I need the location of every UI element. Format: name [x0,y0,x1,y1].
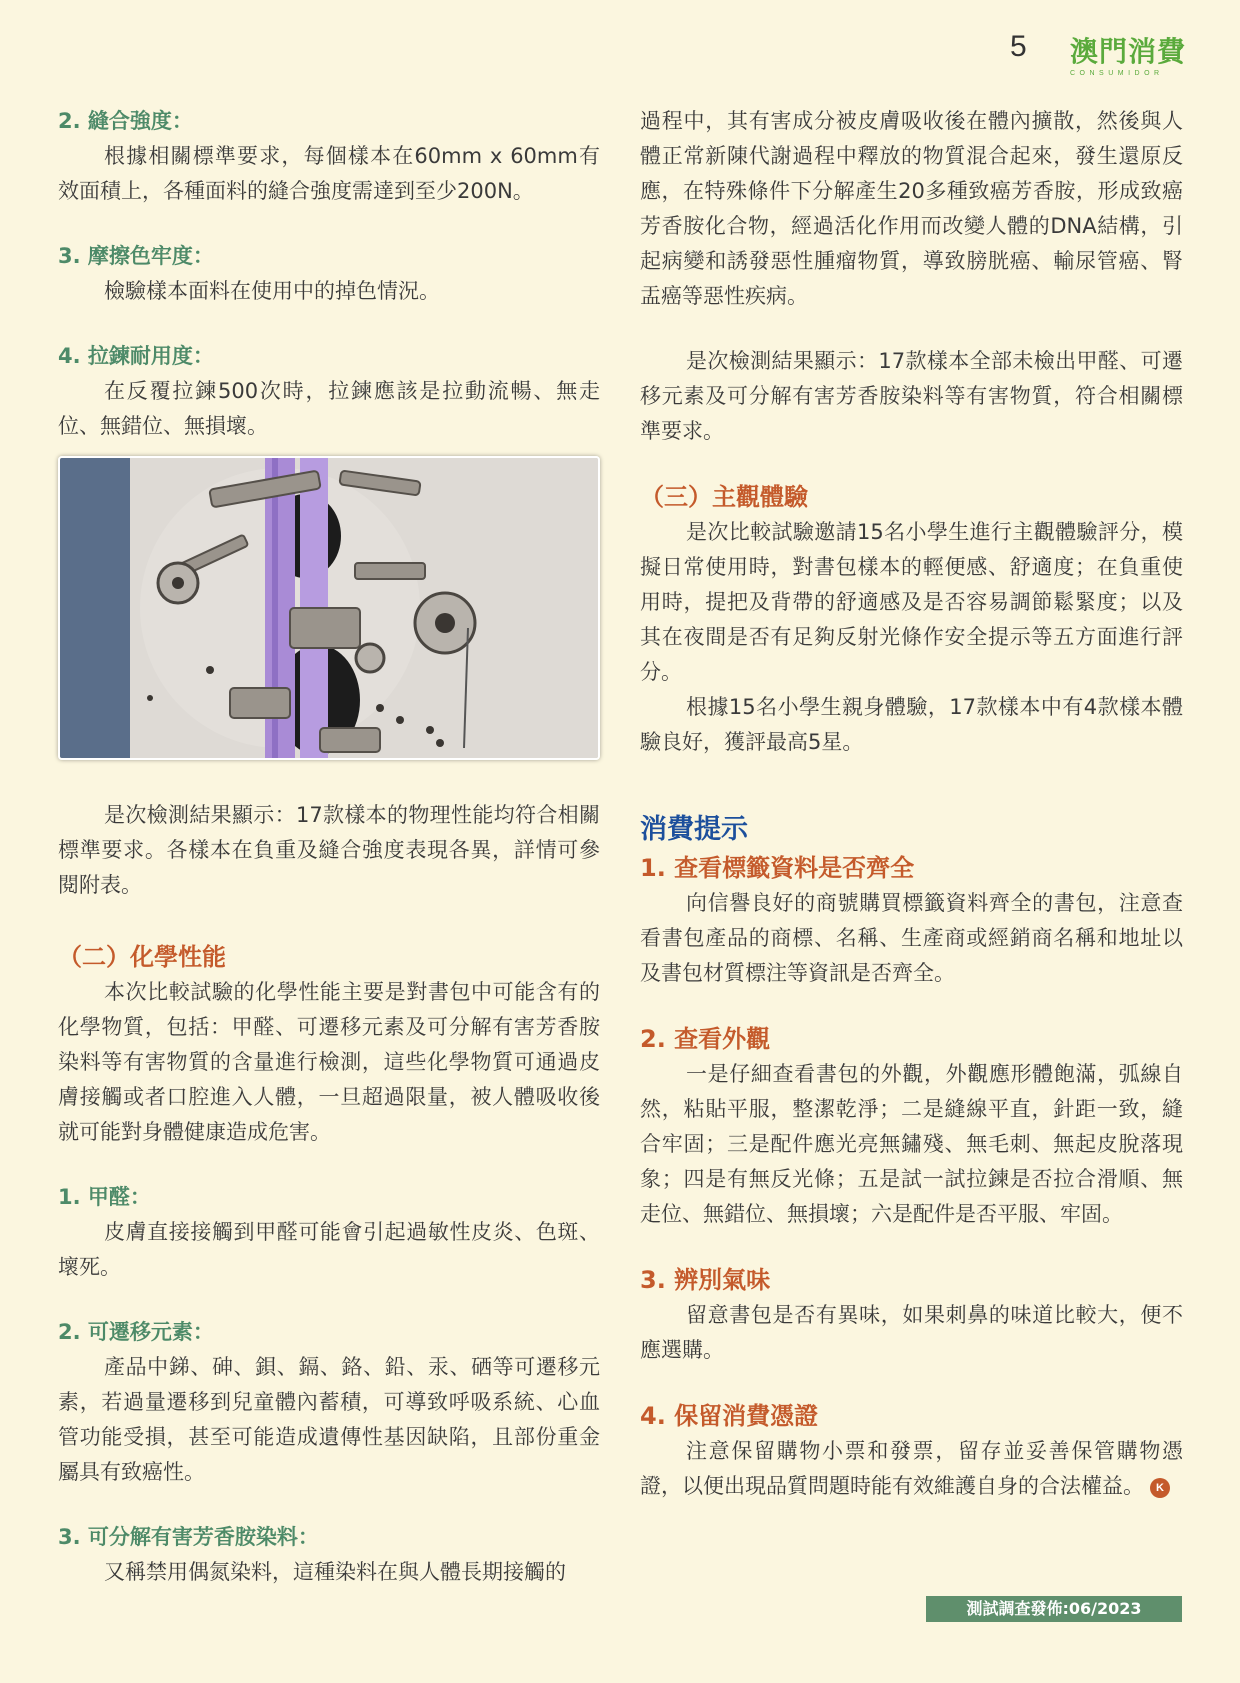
paragraph: 一是仔細查看書包的外觀，外觀應形體飽滿，弧線自然，粘貼平服，整潔乾淨；二是縫線平直，針距一致，縫合牢固；三是配件應光亮無鏽殘、無毛刺、無起皮脫落現象；四是有無反光條；五是試一試拉鍊是否拉合滑順、無走位、無錯位、無損壞；六是配件是否平服、牢固。 [640,1062,1183,1226]
paragraph: 是次檢測結果顯示：17款樣本的物理性能均符合相關標準要求。各樣本在負重及縫合強度表現各異，詳情可參閱附表。 [58,803,600,897]
paragraph: 本次比較試驗的化學性能主要是對書包中可能含有的化學物質，包括：甲醛、可遷移元素及可分解有害芳香胺染料等有害物質的含量進行檢測，這些化學物質可通過皮膚接觸或者口腔進入人體，一旦超過限量，被人體吸收後就可能對身體健康造成危害。 [58,980,600,1144]
section-heading: （三）主觀體驗 [640,483,808,511]
paragraph: 又稱禁用偶氮染料，這種染料在與人體長期接觸的 [104,1560,566,1584]
section-title: 1. 甲醛： [58,1185,151,1209]
paragraph: 是次檢測結果顯示：17款樣本全部未檢出甲醛、可遷移元素及可分解有害芳香胺染料等有害物質，符合相關標準要求。 [640,349,1183,443]
section-heading: （二）化學性能 [58,943,226,971]
paragraph: 產品中銻、砷、鋇、鎘、鉻、鉛、汞、硒等可遷移元素，若過量遷移到兒童體內蓄積，可導致呼吸系統、心血管功能受損，甚至可能造成遺傳性基因缺陷，且部份重金屬具有致癌性。 [58,1355,600,1484]
tip-title: 2. 查看外觀 [640,1025,771,1053]
left-column [58,104,600,1590]
tip-title: 3. 辨別氣味 [640,1266,771,1294]
tips-heading: 消費提示 [640,814,748,845]
paragraph: 根據相關標準要求，每個樣本在60mm x 60mm有效面積上，各種面料的縫合強度需達到至少200N。 [58,144,600,203]
article-end-icon: K [1150,1478,1170,1498]
paragraph [640,1434,1183,1504]
right-column [640,104,1183,1504]
paragraph: 是次比較試驗邀請15名小學生進行主觀體驗評分，模擬日常使用時，對書包樣本的輕便感、舒適度；在負重使用時，提把及背帶的舒適感及是否容易調節鬆緊度；以及其在夜間是否有足夠反射光條作安全提示等五方面進行評分。 [640,520,1183,684]
magazine-logo [1070,36,1188,77]
page-number: 5 [1010,30,1027,63]
publication-date-label: 測試調查發佈:06/2023 [926,1596,1182,1622]
tip-title: 4. 保留消費憑證 [640,1402,819,1430]
paragraph: 根據15名小學生親身體驗，17款樣本中有4款樣本體驗良好，獲評最高5星。 [640,695,1183,754]
paragraph: 向信譽良好的商號購買標籤資料齊全的書包，注意查看書包產品的商標、名稱、生產商或經銷商名稱和地址以及書包材質標注等資訊是否齊全。 [640,891,1183,985]
logo-subtitle: CONSUMIDOR [1070,70,1164,77]
section-title: 4. 拉鍊耐用度： [58,344,214,368]
section-title: 2. 可遷移元素： [58,1320,214,1344]
tip-text: 注意保留購物小票和發票，留存並妥善保管購物憑證，以便出現品質問題時能有效維護自身的合法權益。 [640,1439,1183,1498]
paragraph: 皮膚直接接觸到甲醛可能會引起過敏性皮炎、色斑、壞死。 [58,1220,600,1279]
section-title: 3. 摩擦色牢度： [58,244,214,268]
section-title: 2. 縫合強度： [58,109,193,133]
paragraph: 在反覆拉鍊500次時，拉鍊應該是拉動流暢、無走位、無錯位、無損壞。 [58,379,600,438]
paragraph: 過程中，其有害成分被皮膚吸收後在體內擴散，然後與人體正常新陳代謝過程中釋放的物質混合起來，發生還原反應，在特殊條件下分解產生20多種致癌芳香胺，形成致癌芳香胺化合物，經過活化作用而改變人體的DNA結構，引起病變和誘發惡性腫瘤物質，導致膀胱癌、輸尿管癌、腎盂癌等惡性疾病。 [640,109,1183,308]
paragraph: 檢驗樣本面料在使用中的掉色情況。 [104,279,440,303]
tip-title: 1. 查看標籤資料是否齊全 [640,854,915,882]
paragraph: 留意書包是否有異味，如果刺鼻的味道比較大，便不應選購。 [640,1303,1183,1362]
zipper-test-photo [58,456,600,760]
section-title: 3. 可分解有害芳香胺染料： [58,1525,319,1549]
logo-text: 澳門消費 [1070,35,1187,68]
